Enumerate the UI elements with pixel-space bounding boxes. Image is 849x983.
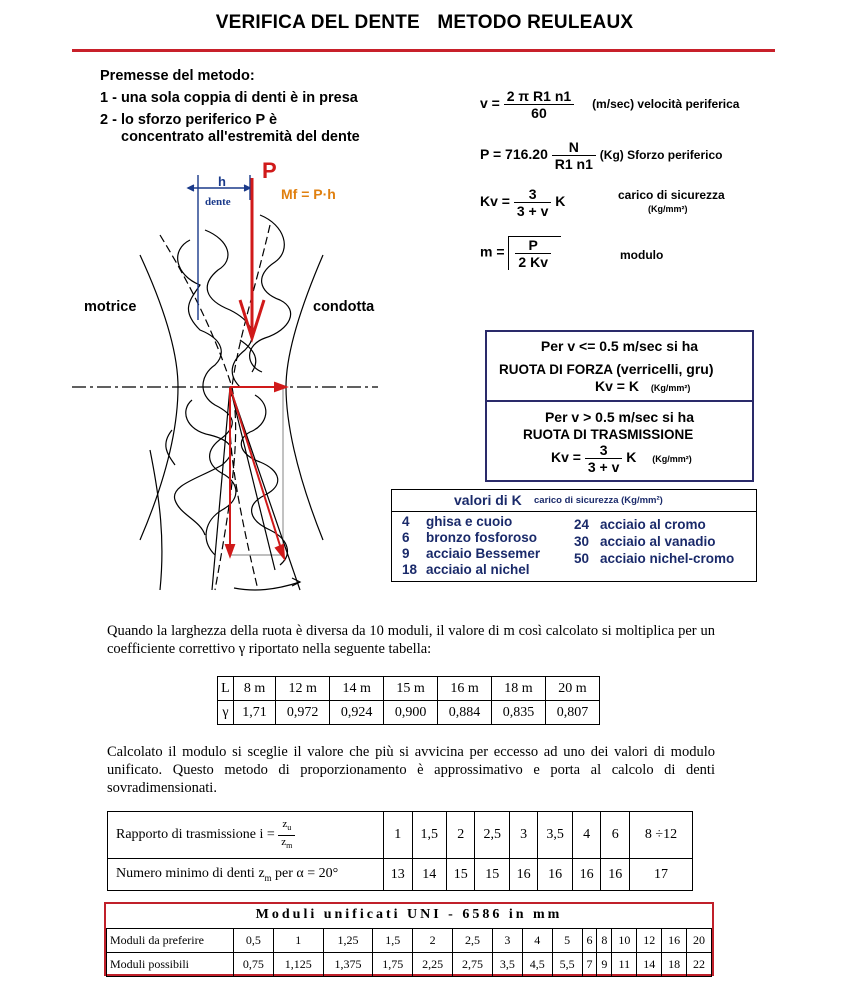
formula-module bbox=[480, 236, 561, 270]
gamma-header-cell: 20 m bbox=[545, 677, 599, 701]
force-wheel-name: RUOTA DI FORZA bbox=[499, 362, 613, 377]
formula-v-unit: (m/sec) velocità periferica bbox=[592, 97, 740, 112]
k-value-material: bronzo fosforoso bbox=[426, 530, 537, 545]
k-value-material: acciaio al nichel bbox=[426, 562, 530, 577]
moment-label: Mf = P·h bbox=[281, 186, 336, 202]
uni-possible-cell: 18 bbox=[662, 953, 687, 977]
gamma-value-cell: 0,807 bbox=[545, 701, 599, 725]
wheel-box-divider bbox=[487, 400, 752, 402]
ratio-value-cell: 8 ÷12 bbox=[630, 812, 693, 859]
uni-preferred-cell: 2,5 bbox=[453, 929, 493, 953]
gamma-value-cell: 0,835 bbox=[492, 701, 546, 725]
uni-preferred-cell: 4 bbox=[522, 929, 552, 953]
title-divider bbox=[72, 49, 775, 52]
formula-p-num: N bbox=[552, 139, 596, 156]
dim-dente-label: dente bbox=[205, 196, 231, 208]
k-value-material: ghisa e cuoio bbox=[426, 514, 513, 529]
premise-2a: 2 - lo sforzo periferico P è bbox=[100, 112, 278, 128]
k-value-item bbox=[402, 530, 540, 546]
k-values-subtitle: carico di sicurezza (Kg/mm²) bbox=[534, 495, 663, 506]
page-title bbox=[0, 12, 849, 34]
formula-v-den: 60 bbox=[531, 105, 547, 121]
premise-1: 1 - una sola coppia di denti è in presa bbox=[100, 90, 358, 106]
uni-preferred-cell: 16 bbox=[662, 929, 687, 953]
kv-note: carico di sicurezza bbox=[618, 188, 725, 202]
uni-preferred-cell: 1,5 bbox=[373, 929, 413, 953]
formula-m-lhs: m = bbox=[480, 243, 505, 260]
uni-preferred-cell: 3 bbox=[492, 929, 522, 953]
teeth-value-cell: 15 bbox=[475, 859, 509, 891]
gear-teeth-diagram bbox=[60, 150, 400, 600]
k-value-number: 50 bbox=[574, 551, 590, 566]
teeth-value-cell: 15 bbox=[446, 859, 475, 891]
premises-heading: Premesse del metodo: bbox=[100, 68, 255, 84]
condotta-label: condotta bbox=[313, 299, 375, 315]
uni-possible-cell: 22 bbox=[687, 953, 712, 977]
uni-possible-cell: 5,5 bbox=[552, 953, 582, 977]
formula-kv-num: 3 bbox=[514, 186, 552, 203]
uni-preferred-cell: 0,5 bbox=[234, 929, 274, 953]
ratio-value-cell: 4 bbox=[572, 812, 601, 859]
ratio-value-cell: 1 bbox=[384, 812, 413, 859]
uni-preferred-cell: 5 bbox=[552, 929, 582, 953]
uni-possible-row bbox=[107, 953, 712, 977]
transmission-kv-num: 3 bbox=[585, 442, 623, 459]
force-wheel-formula bbox=[595, 378, 690, 394]
ratio-value-cell: 2,5 bbox=[475, 812, 509, 859]
ratio-table-row bbox=[108, 812, 693, 859]
gamma-value-cell: 0,900 bbox=[384, 701, 438, 725]
formula-velocity bbox=[480, 88, 739, 121]
force-wheel-unit: (Kg/mm²) bbox=[650, 383, 691, 393]
ratio-zu-sub: u bbox=[287, 823, 292, 833]
teeth-label: Numero minimo di denti z bbox=[116, 866, 265, 882]
uni-preferred-cell: 12 bbox=[637, 929, 662, 953]
k-value-material: acciaio nichel-cromo bbox=[600, 551, 735, 566]
uni-possible-label: Moduli possibili bbox=[107, 953, 234, 977]
teeth-value-cell: 16 bbox=[572, 859, 601, 891]
formula-p-lhs: P = 716.20 bbox=[480, 146, 548, 163]
uni-preferred-cell: 6 bbox=[582, 929, 597, 953]
teeth-label-sub: m bbox=[264, 872, 272, 883]
gamma-header-cell: 12 m bbox=[276, 677, 330, 701]
k-value-material: acciaio al vanadio bbox=[600, 534, 716, 549]
k-value-number: 9 bbox=[402, 546, 410, 561]
teeth-table-row bbox=[108, 859, 693, 891]
k-value-number: 24 bbox=[574, 517, 590, 532]
ratio-value-cell: 6 bbox=[601, 812, 630, 859]
uni-preferred-cell: 1 bbox=[273, 929, 323, 953]
gamma-value-cell: 0,884 bbox=[438, 701, 492, 725]
transmission-kv-lhs: Kv = bbox=[551, 449, 581, 466]
uni-possible-cell: 1,125 bbox=[273, 953, 323, 977]
ratio-value-cell: 1,5 bbox=[412, 812, 446, 859]
uni-possible-cell: 14 bbox=[637, 953, 662, 977]
k-value-item bbox=[574, 550, 734, 567]
uni-preferred-cell: 20 bbox=[687, 929, 712, 953]
transmission-wheel-formula bbox=[551, 442, 692, 475]
k-values-box bbox=[391, 489, 757, 582]
k-value-material: acciaio al cromo bbox=[600, 517, 706, 532]
module-label: modulo bbox=[620, 248, 664, 262]
k-value-number: 6 bbox=[402, 530, 410, 545]
formula-v-num: 2 π R1 n1 bbox=[504, 88, 574, 105]
formula-kv bbox=[480, 186, 565, 219]
gamma-header-cell: 14 m bbox=[330, 677, 384, 701]
k-value-item bbox=[402, 514, 540, 530]
transmission-kv-k: K bbox=[626, 449, 637, 466]
gamma-value-cell: 0,972 bbox=[276, 701, 330, 725]
title-part-2: METODO REULEAUX bbox=[437, 12, 634, 33]
transmission-wheel-condition: Per v > 0.5 m/sec si ha bbox=[544, 409, 695, 425]
uni-modules-title: Moduli unificati UNI - 6586 in mm bbox=[255, 907, 563, 922]
gamma-table bbox=[217, 676, 600, 725]
transmission-kv-den: 3 + v bbox=[587, 459, 620, 475]
ratio-zm-sub: m bbox=[286, 840, 293, 850]
gamma-value-cell: γ bbox=[218, 701, 234, 725]
uni-preferred-cell: 2 bbox=[413, 929, 453, 953]
force-wheel-title bbox=[499, 361, 714, 377]
transmission-kv-unit: (Kg/mm²) bbox=[652, 454, 692, 465]
ratio-label-cell bbox=[108, 812, 384, 859]
gamma-header-cell: 8 m bbox=[233, 677, 275, 701]
gamma-header-cell: 15 m bbox=[384, 677, 438, 701]
kv-note-unit: (Kg/mm²) bbox=[648, 204, 688, 214]
uni-possible-cell: 0,75 bbox=[234, 953, 274, 977]
gamma-header-cell: L bbox=[218, 677, 234, 701]
teeth-label-angle: per α = 20° bbox=[271, 866, 339, 882]
ratio-value-cell: 3 bbox=[509, 812, 538, 859]
uni-possible-cell: 11 bbox=[612, 953, 637, 977]
gamma-value-cell: 0,924 bbox=[330, 701, 384, 725]
uni-preferred-cell: 8 bbox=[597, 929, 612, 953]
formula-p-unit: (Kg) Sforzo periferico bbox=[599, 148, 723, 163]
uni-preferred-cell: 10 bbox=[612, 929, 637, 953]
teeth-value-cell: 16 bbox=[601, 859, 630, 891]
uni-possible-cell: 2,25 bbox=[413, 953, 453, 977]
uni-preferred-cell: 1,25 bbox=[323, 929, 373, 953]
wheel-type-box bbox=[485, 330, 754, 482]
teeth-value-cell: 16 bbox=[509, 859, 538, 891]
title-part-1: VERIFICA DEL DENTE bbox=[215, 12, 420, 33]
k-values-title: valori di K bbox=[454, 492, 522, 508]
teeth-value-cell: 13 bbox=[384, 859, 413, 891]
uni-possible-cell: 7 bbox=[582, 953, 597, 977]
teeth-value-cell: 14 bbox=[412, 859, 446, 891]
uni-possible-cell: 4,5 bbox=[522, 953, 552, 977]
uni-possible-cell: 2,75 bbox=[453, 953, 493, 977]
formula-kv-den: 3 + v bbox=[516, 203, 549, 219]
uni-modules-table bbox=[106, 928, 712, 977]
teeth-value-cell: 17 bbox=[630, 859, 693, 891]
k-values-header bbox=[392, 490, 756, 512]
ratio-zm: z bbox=[281, 835, 287, 848]
uni-possible-cell: 3,5 bbox=[492, 953, 522, 977]
force-wheel-examples: (verricelli, gru) bbox=[616, 361, 714, 377]
uni-possible-cell: 1,375 bbox=[323, 953, 373, 977]
force-p-label: P bbox=[262, 158, 277, 183]
k-value-item bbox=[402, 546, 540, 562]
paragraph-gamma: Quando la larghezza della ruota è diversa da 10 moduli, il valore di m così calcolato si moltiplica per un coefficiente correttivo γ riportato nella seguente tabella: bbox=[107, 623, 715, 657]
k-value-material: acciaio Bessemer bbox=[426, 546, 541, 561]
force-wheel-kv: Kv = K bbox=[595, 378, 639, 394]
formula-p-den: R1 n1 bbox=[554, 156, 593, 172]
uni-preferred-label: Moduli da preferire bbox=[107, 929, 234, 953]
gamma-value-cell: 1,71 bbox=[233, 701, 275, 725]
k-value-item bbox=[574, 516, 734, 533]
k-values-left-list bbox=[402, 514, 540, 578]
gamma-header-cell: 18 m bbox=[492, 677, 546, 701]
force-wheel-condition: Per v <= 0.5 m/sec si ha bbox=[540, 338, 699, 354]
formula-m-num: P bbox=[515, 237, 551, 254]
ratio-value-cell: 3,5 bbox=[538, 812, 572, 859]
formula-v-lhs: v = bbox=[480, 95, 500, 112]
ratio-label: Rapporto di trasmissione i = bbox=[116, 827, 275, 843]
uni-modules-box bbox=[104, 902, 714, 976]
k-value-number: 18 bbox=[402, 562, 418, 577]
formula-kv-k: K bbox=[555, 193, 566, 210]
gamma-table-row bbox=[218, 701, 600, 725]
uni-preferred-row bbox=[107, 929, 712, 953]
k-values-right-list bbox=[574, 516, 734, 567]
formula-kv-lhs: Kv = bbox=[480, 193, 510, 210]
transmission-wheel-title: RUOTA DI TRASMISSIONE bbox=[523, 427, 694, 442]
ratio-value-cell: 2 bbox=[446, 812, 475, 859]
k-value-item bbox=[574, 533, 734, 550]
gamma-header-cell: 16 m bbox=[438, 677, 492, 701]
formula-force bbox=[480, 139, 722, 172]
ratio-fraction bbox=[278, 818, 295, 851]
formula-m-den: 2 Kv bbox=[518, 254, 548, 270]
uni-possible-cell: 9 bbox=[597, 953, 612, 977]
k-value-item bbox=[402, 562, 540, 578]
uni-possible-cell: 1,75 bbox=[373, 953, 413, 977]
teeth-label-cell bbox=[108, 859, 384, 891]
ratio-zu: z bbox=[282, 818, 288, 831]
k-value-number: 4 bbox=[402, 514, 410, 529]
premise-2b: concentrato all'estremità del dente bbox=[121, 129, 360, 145]
gamma-table-header bbox=[218, 677, 600, 701]
paragraph-module-choice: Calcolato il modulo si sceglie il valore che più si avvicina per eccesso ad uno dei valori di modulo unificato. Questo metodo di proporzionamento è approssimativo e porta al calcolo di denti sovradimensionati. bbox=[107, 744, 715, 796]
dim-h-label: h bbox=[218, 174, 226, 189]
motrice-label: motrice bbox=[84, 299, 137, 315]
ratio-table bbox=[107, 811, 693, 891]
k-value-number: 30 bbox=[574, 534, 590, 549]
teeth-value-cell: 16 bbox=[538, 859, 572, 891]
